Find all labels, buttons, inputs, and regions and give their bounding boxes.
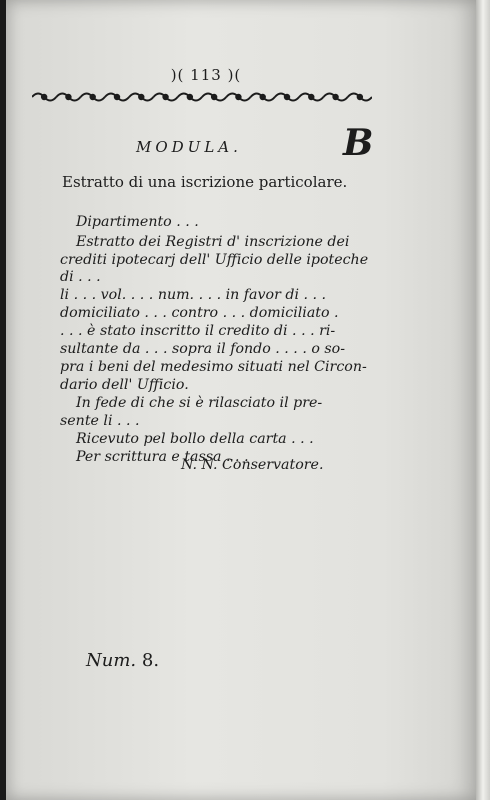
- subtitle: Estratto di una iscrizione particolare.: [62, 173, 348, 191]
- body-line: dario dell' Ufficio.: [60, 377, 189, 393]
- body-line: li . . . vol. . . . num. . . . in favor di . . .: [60, 287, 327, 303]
- body-line: sultante da . . . sopra il fondo . . . . o so-: [60, 341, 346, 357]
- ornament-motif: [323, 94, 347, 101]
- ornament-border: [32, 88, 372, 106]
- body-line: Per scrittura e tassa . . .: [76, 449, 249, 465]
- ornament-motif: [105, 94, 129, 101]
- ornament-motif: [226, 94, 250, 101]
- ornament-motif: [348, 94, 372, 101]
- form-letter: B: [343, 122, 374, 164]
- ornament-motif: [202, 94, 226, 101]
- body-line: Dipartimento . . .: [76, 214, 199, 230]
- document-page: [6, 0, 476, 800]
- ornament-motif: [32, 94, 56, 101]
- body-line: crediti ipotecarj dell' Ufficio delle ipoteche: [60, 252, 369, 268]
- body-line: sente li . . .: [60, 413, 140, 429]
- body-line: Estratto dei Registri d' inscrizione dei: [76, 234, 350, 250]
- heading: MODULA.: [136, 138, 242, 156]
- page-edge: [476, 0, 490, 800]
- ornament-motif: [56, 94, 80, 101]
- body-line: Ricevuto pel bollo della carta . . .: [76, 431, 314, 447]
- body-line: domiciliato . . . contro . . . domiciliato .: [60, 305, 339, 321]
- signature-line: N. N. Conservatore.: [181, 457, 324, 473]
- ornament-motif: [275, 94, 299, 101]
- footer-number-value: 8.: [141, 650, 160, 671]
- page-number: )( 113 )(: [170, 66, 242, 84]
- body-line: pra i beni del medesimo situati nel Circon-: [60, 359, 367, 375]
- ornament-motif: [299, 94, 323, 101]
- ornament-motif: [178, 94, 202, 101]
- body-line: di . . .: [60, 269, 101, 285]
- body-line: . . . è stato inscritto il credito di . . . ri-: [60, 323, 336, 339]
- ornament-motif: [153, 94, 177, 101]
- ornament-motif: [251, 94, 275, 101]
- ornament-motif: [129, 94, 153, 101]
- body-line: In fede di che si è rilasciato il pre-: [76, 395, 323, 411]
- footer-number: [86, 650, 159, 671]
- ornament-motif: [81, 94, 105, 101]
- footer-number-label: Num.: [86, 650, 137, 671]
